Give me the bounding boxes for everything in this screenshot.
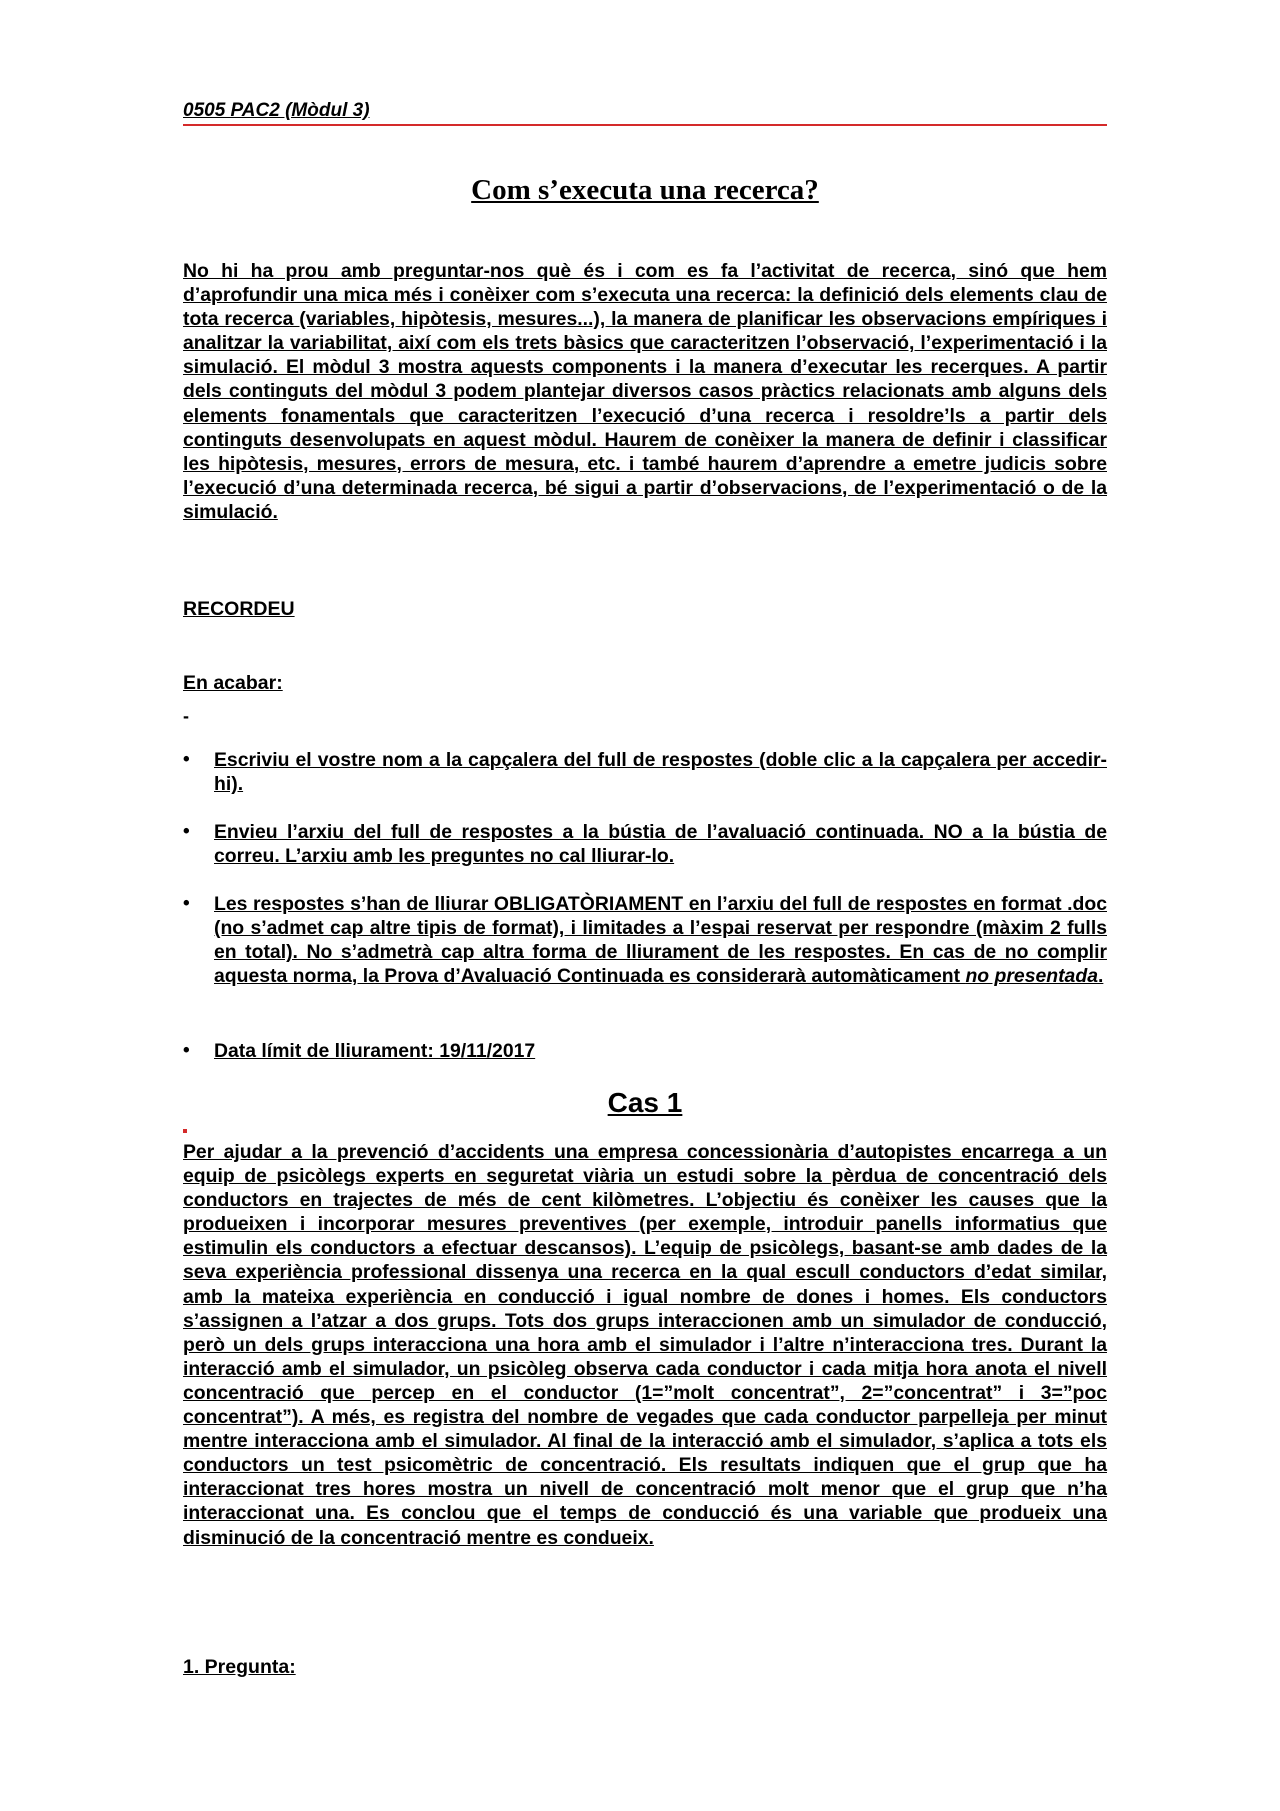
intro-paragraph: No hi ha prou amb preguntar-nos què és i com es fa l’activitat de recerca, sinó que hem d’aprofundir una mica més i conèixer com s’executa una recerca: la definició dels elements clau de tota recerca (variables, hipòtesis, mesures...), la manera de planificar les observacions empíriques i analitzar la variabilitat, així com els trets bàsics que caracteritzen l’observació, l’experimentació i la simulació. El mòdul 3 mostra aquests components i la manera d’executar les recerques. A partir dels continguts del mòdul 3 podem plantejar diversos casos pràctics relacionats amb alguns dels elements fonamentals que caracteritzen l’execució d’una recerca i resoldre’ls a partir dels continguts desenvolupats en aquest mòdul. Haurem de conèixer la manera de definir i classificar les hipòtesis, mesures, errors de mesura, etc. i també haurem d’aprendre a emetre judicis sobre l’execució d’una determinada recerca, bé sigui a partir d’observacions, de l’experimentació o de la simulació. xyxy=(183,260,1107,523)
deadline-text: Data límit de lliurament: 19/11/2017 xyxy=(214,1040,536,1062)
document-title: Com s’executa una recerca? xyxy=(471,174,819,206)
red-marker xyxy=(183,1129,187,1133)
bullet-icon: • xyxy=(183,749,190,770)
case-title: Cas 1 xyxy=(607,1087,683,1118)
instruction-list-item-2 xyxy=(183,820,1107,868)
instruction-text: Escriviu el vostre nom a la capçalera del full de respostes (doble clic a la capçalera per accedir-hi). xyxy=(214,749,1107,796)
bullet-icon: • xyxy=(183,1040,190,1061)
bullet-icon: • xyxy=(183,821,190,842)
bullet-icon: • xyxy=(183,893,190,914)
instruction-text: Les respostes s’han de lliurar OBLIGATÒRIAMENT en l’arxiu del full de respostes en format .doc (no s’admet cap altre tipis de format), i limitades a l’espai reservat per respondre (màxim 2 fulls en total). No s’admetrà cap altra forma de lliurament de les respostes. En cas de no complir aquesta norma, la Prova d’Avaluació Continuada es considerarà automàticament xyxy=(214,893,1107,988)
instruction-text-end: . xyxy=(1097,965,1104,988)
page-header xyxy=(183,100,1107,126)
instruction-list-item-3 xyxy=(183,892,1107,988)
header-course-label: 0505 PAC2 (Mòdul 3) xyxy=(183,100,370,121)
question-heading: 1. Pregunta: xyxy=(183,1656,296,1678)
instruction-text: Envieu l’arxiu del full de respostes a la bústia de l’avaluació continuada. NO a la bústia de correu. L’arxiu amb les preguntes no cal lliurar-lo. xyxy=(214,821,1107,868)
en-acabar-heading: En acabar: xyxy=(183,672,283,694)
instruction-list-item-4 xyxy=(183,1039,1107,1063)
recordeu-heading: RECORDEU xyxy=(183,598,295,620)
instruction-emphasis: no presentada xyxy=(965,965,1098,988)
dash-marker: - xyxy=(183,706,189,726)
instruction-list-item-1 xyxy=(183,748,1107,796)
case-paragraph: Per ajudar a la prevenció d’accidents una empresa concessionària d’autopistes encarrega a un equip de psicòlegs experts en seguretat viària un estudi sobre la pèrdua de concentració dels conductors en trajectes de més de cent kilòmetres. L’objectiu és conèixer les causes que la produeixen i incorporar mesures preventives (per exemple, introduir panells informatius que estimulin els conductors a efectuar descansos). L’equip de psicòlegs, basant-se amb dades de la seva experiència professional dissenya una recerca en la qual escull conductors d’edat similar, amb la mateixa experiència en conducció i igual nombre de dones i homes. Els conductors s’assignen a l’atzar a dos grups. Tots dos grups interaccionen amb un simulador de conducció, però un dels grups interacciona una hora amb el simulador i l’altre n’interacciona tres. Durant la interacció amb el simulador, un psicòleg observa cada conductor i cada mitja hora anota el nivell concentració que percep en el conductor (1=”molt concentrat”, 2=”concentrat” i 3=”poc concentrat”). A més, es registra del nombre de vegades que cada conductor parpelleja per minut mentre interacciona amb el simulador. Al final de la interacció amb el simulador, s’aplica a tots els conductors un test psicomètric de concentració. Els resultats indiquen que el grup que ha interaccionat tres hores mostra un nivell de concentració molt menor que el grup que n’ha interaccionat una. Es conclou que el temps de conducció és una variable que produeix una disminució de la concentració mentre es condueix. xyxy=(183,1141,1107,1549)
